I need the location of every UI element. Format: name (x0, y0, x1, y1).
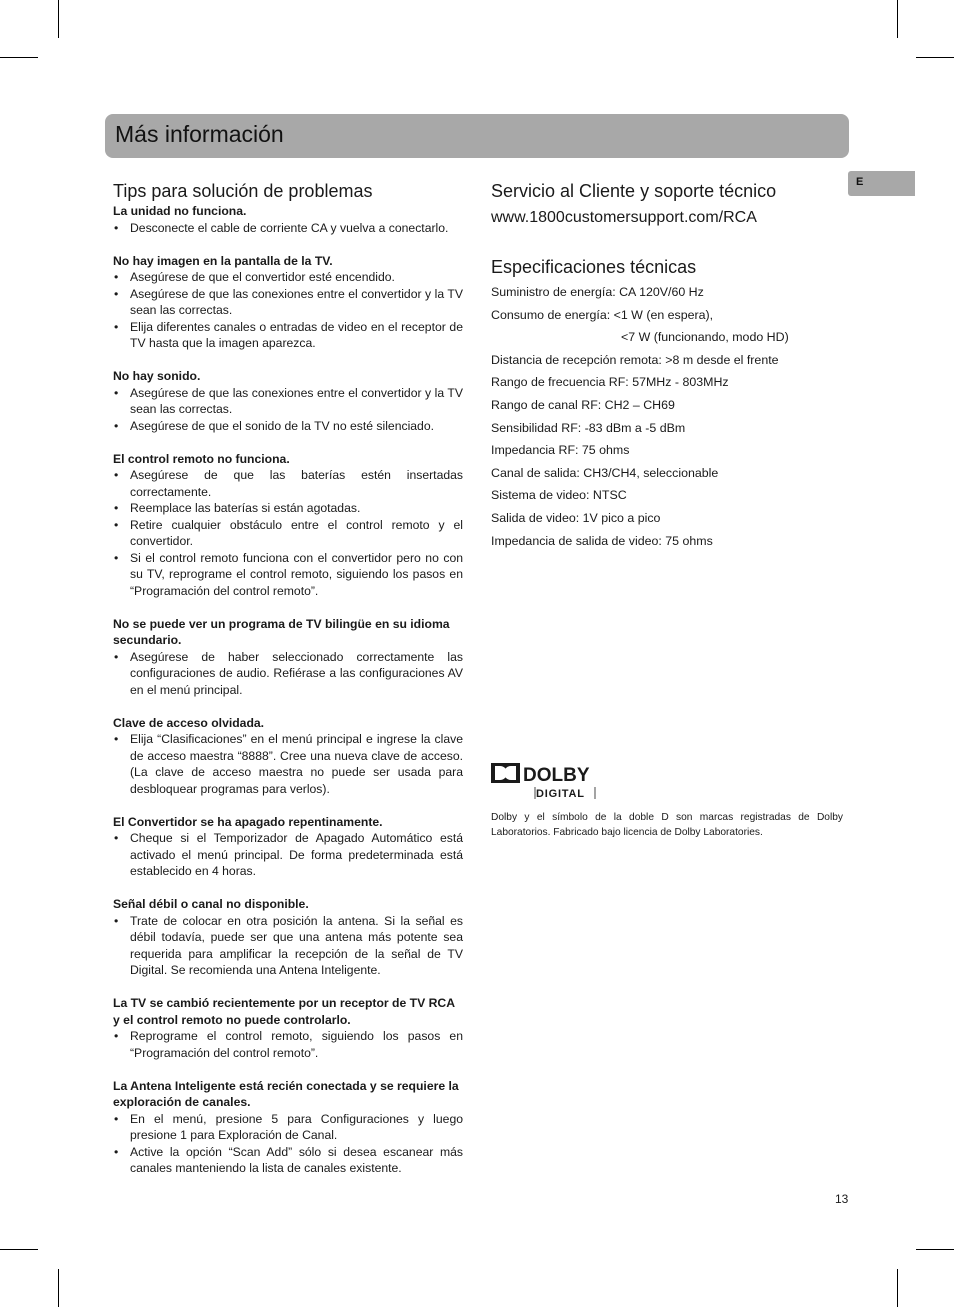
troubleshooting-block (113, 1078, 463, 1177)
troubleshooting-block (113, 616, 463, 699)
troubleshooting-bullets (113, 269, 463, 352)
list-item: • Active la opción “Scan Add” sólo si desea escanear más canales manteniendo la lista de canales existente. (113, 1144, 463, 1177)
troubleshooting-list (113, 203, 463, 1177)
troubleshooting-bullets (113, 1028, 463, 1061)
list-item: • Si el control remoto funciona con el convertidor pero no con su TV, reprograme el control remoto, siguiendo los pasos en “Programación del control remoto”. (113, 550, 463, 600)
support-specs-section (491, 179, 843, 552)
dolby-logo-sub: DIGITAL (536, 788, 585, 799)
list-item: • Retire cualquier obstáculo entre el control remoto y el convertidor. (113, 517, 463, 550)
crop-mark (916, 57, 954, 58)
troubleshooting-block (113, 995, 463, 1061)
troubleshooting-block (113, 368, 463, 434)
spec-line: Sensibilidad RF: -83 dBm a -5 dBm (491, 420, 686, 435)
troubleshooting-block (113, 715, 463, 798)
spec-line: Impedancia de salida de video: 75 ohms (491, 533, 713, 548)
troubleshooting-block-title: Señal débil o canal no disponible. (113, 897, 309, 911)
troubleshooting-block-title: No hay imagen en la pantalla de la TV. (113, 253, 333, 268)
list-item: • Asegúrese de haber seleccionado correctamente las configuraciones de audio. Refiérase a las configuraciones AV en el menú principal. (113, 649, 463, 699)
spec-line: Canal de salida: CH3/CH4, seleccionable (491, 465, 719, 480)
crop-mark (916, 1249, 954, 1250)
list-item: • Elija “Clasificaciones” en el menú principal e ingrese la clave de acceso maestra “8888”. Cree una nueva clave de acceso. (La clave de acceso maestra no puede ser usada para desbloquear programas para verlos). (113, 731, 463, 797)
crop-mark (897, 0, 898, 38)
list-item: • Asegúrese de que las conexiones entre el convertidor y la TV sean las correctas. (113, 286, 463, 319)
troubleshooting-bullets (113, 649, 463, 699)
troubleshooting-block (113, 451, 463, 600)
troubleshooting-block (113, 896, 463, 979)
list-item: • Asegúrese de que las conexiones entre el convertidor y la TV sean las correctas. (113, 385, 463, 418)
troubleshooting-block-title: La Antena Inteligente está recién conectada y se requiere la exploración de canales. (113, 1078, 459, 1109)
troubleshooting-block-title: La unidad no funciona. (113, 204, 247, 218)
page-title: Más información (115, 121, 284, 147)
page-header-bar (105, 114, 849, 158)
dolby-digital-logo-icon (491, 761, 601, 799)
language-tab-label: E (856, 176, 864, 188)
spec-line: Rango de canal RF: CH2 – CH69 (491, 397, 675, 412)
crop-mark (0, 1249, 38, 1250)
spec-line: Salida de video: 1V pico a pico (491, 510, 661, 525)
troubleshooting-block-title: Clave de acceso olvidada. (113, 715, 265, 730)
troubleshooting-block-title: No se puede ver un programa de TV bilingüe en su idioma secundario. (113, 616, 450, 647)
spec-line: Consumo de energía: <1 W (en espera), (491, 307, 714, 322)
list-item: • Reemplace las baterías si están agotadas. (113, 500, 463, 517)
list-item: • Asegúrese de que el convertidor esté encendido. (113, 269, 463, 286)
support-heading: Servicio al Cliente y soporte técnico (491, 181, 777, 201)
troubleshooting-block (113, 814, 463, 880)
list-item: • Desconecte el cable de corriente CA y vuelva a conectarlo. (113, 220, 463, 237)
crop-mark (58, 1269, 59, 1307)
list-item: • Asegúrese de que el sonido de la TV no esté silenciado. (113, 418, 463, 435)
troubleshooting-block-title: El control remoto no funciona. (113, 451, 290, 466)
troubleshooting-bullets (113, 830, 463, 880)
crop-mark (58, 0, 59, 38)
list-item: • Reprograme el control remoto, siguiendo los pasos en “Programación del control remoto”. (113, 1028, 463, 1061)
list-item: • Cheque si el Temporizador de Apagado Automático está activado el menú principal. De forma predeterminada está establecido en 4 horas. (113, 830, 463, 880)
list-item: • Trate de colocar en otra posición la antena. Si la señal es débil todavía, puede ser que una antena más potente sea requerida para amplificar la recepción de la señal de TV Digital. Se recomienda una Antena Inteligente. (113, 913, 463, 979)
dolby-logo-word: DOLBY (523, 765, 590, 786)
troubleshooting-block-title: No hay sonido. (113, 369, 201, 383)
troubleshooting-section (113, 179, 463, 1193)
language-tab (848, 171, 915, 196)
troubleshooting-bullets (113, 913, 463, 979)
spec-line: Distancia de recepción remota: >8 m desde el frente (491, 352, 779, 367)
dolby-trademark-note: Dolby y el símbolo de la doble D son marcas registradas de Dolby Laboratorios. Fabricado bajo licencia de Dolby Laboratories. (491, 812, 843, 838)
spec-line: Sistema de video: NTSC (491, 488, 627, 503)
list-item: • En el menú, presione 5 para Configuraciones y luego presione 1 para Exploración de Canal. (113, 1111, 463, 1144)
specs-heading: Especificaciones técnicas (491, 257, 697, 277)
troubleshooting-bullets (113, 220, 463, 237)
crop-mark (897, 1269, 898, 1307)
support-url: www.1800customersupport.com/RCA (491, 209, 757, 226)
spec-line: Rango de frecuencia RF: 57MHz - 803MHz (491, 375, 729, 390)
troubleshooting-block-title: El Convertidor se ha apagado repentinamente. (113, 814, 383, 829)
troubleshooting-block-title: La TV se cambió recientemente por un receptor de TV RCA y el control remoto no puede controlarlo. (113, 996, 455, 1027)
troubleshooting-bullets (113, 1111, 463, 1177)
spec-line: Suministro de energía: CA 120V/60 Hz (491, 285, 704, 299)
list-item: • Asegúrese de que las baterías estén insertadas correctamente. (113, 467, 463, 500)
troubleshooting-block (113, 203, 463, 236)
troubleshooting-bullets (113, 385, 463, 435)
troubleshooting-heading: Tips para solución de problemas (113, 181, 373, 201)
list-item: • Elija diferentes canales o entradas de video en el receptor de TV hasta que la imagen aparezca. (113, 319, 463, 352)
specs-list (491, 281, 843, 552)
spec-line: Impedancia RF: 75 ohms (491, 443, 630, 458)
troubleshooting-bullets (113, 467, 463, 599)
troubleshooting-bullets (113, 731, 463, 797)
spec-line: <7 W (funcionando, modo HD) (621, 330, 789, 345)
troubleshooting-block (113, 253, 463, 352)
page-number: 13 (835, 1192, 849, 1206)
crop-mark (0, 57, 38, 58)
